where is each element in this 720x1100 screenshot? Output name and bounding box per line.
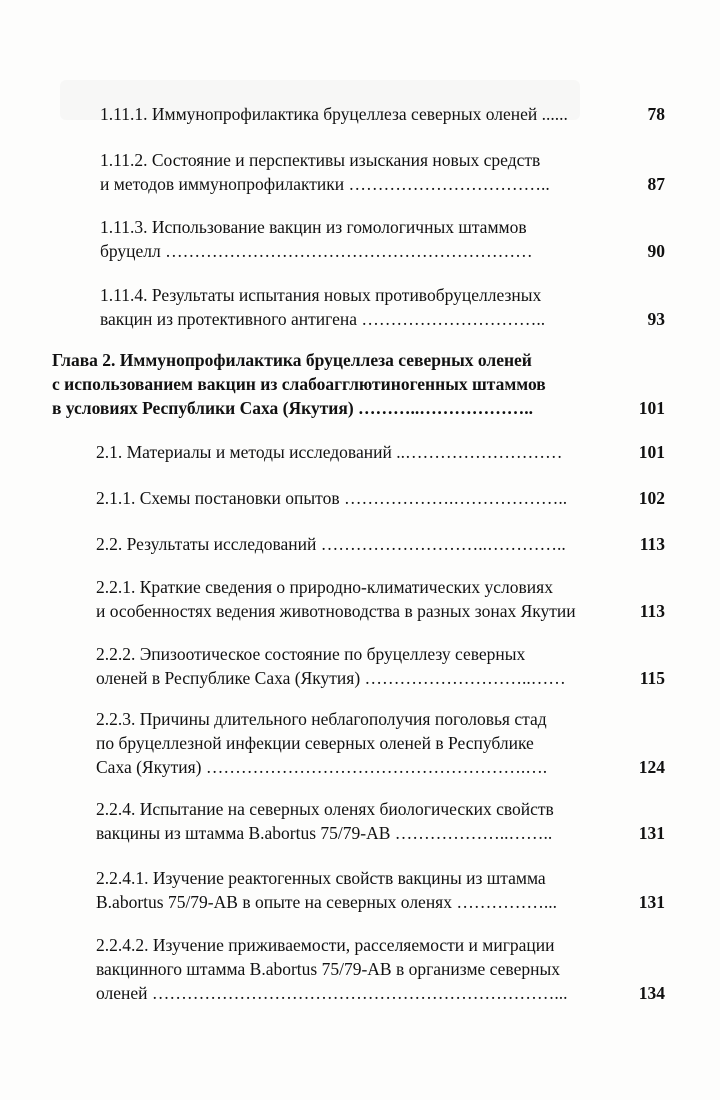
toc-entry-text: 2.1. Материалы и методы исследований ..……………………… [96, 442, 563, 462]
toc-entry-text: оленей в Республике Саха (Якутия) ………………………..…… [96, 668, 566, 688]
toc-page-number: 131 [638, 823, 665, 843]
toc-chapter-title: с использованием вакцин из слабоагглютиногенных штаммов [52, 374, 546, 394]
toc-entry-text: 2.2.4.1. Изучение реактогенных свойств вакцины из штамма [96, 868, 546, 888]
toc-page-number: 113 [639, 601, 665, 621]
toc-entry-text: по бруцеллезной инфекции северных оленей в Республике [96, 733, 534, 753]
toc-page-number: 78 [647, 104, 665, 124]
toc-page-number: 134 [638, 983, 665, 1003]
toc-page-number: 113 [639, 534, 665, 554]
toc-entry-text: вакцин из протективного антигена ………………………….. [100, 309, 546, 329]
toc-page-number: 90 [647, 241, 665, 261]
toc-entry-text: 2.2.2. Эпизоотическое состояние по бруцеллезу северных [96, 644, 526, 664]
toc-page-number: 124 [638, 757, 665, 777]
toc-page-number: 101 [638, 398, 665, 418]
toc-page-number: 93 [647, 309, 665, 329]
toc-chapter-title: Глава 2. Иммунопрофилактика бруцеллеза северных оленей [52, 350, 532, 370]
toc-entry-text: бруцелл ……………………………………………………… [100, 241, 533, 261]
toc-page-number: 87 [647, 174, 665, 194]
toc-entry-text: 2.2.4. Испытание на северных оленях биологических свойств [96, 799, 554, 819]
toc-entry-text: 2.2. Результаты исследований ………………………..………….. [96, 534, 566, 554]
toc-entry-1-11-1 [100, 102, 665, 126]
toc-entry-text: и особенностях ведения животноводства в разных зонах Якутии [96, 601, 576, 621]
toc-entry-text: 1.11.3. Использование вакцин из гомологичных штаммов [100, 217, 527, 237]
toc-chapter-title: в условиях Республики Саха (Якутия) ………..……………….. [52, 398, 534, 418]
toc-entry-2-2 [96, 532, 665, 556]
toc-entry-text: 1.11.1. Иммунопрофилактика бруцеллеза северных оленей ...... [100, 104, 568, 124]
toc-entry-1-11-3 [100, 215, 665, 263]
toc-entry-2-2-2 [96, 642, 665, 690]
toc-entry-text: и методов иммунопрофилактики …………………………….. [100, 174, 550, 194]
toc-entry-2-2-1 [96, 575, 665, 623]
toc-page-number: 115 [639, 668, 665, 688]
toc-entry-text: Саха (Якутия) ……………………………………………….…. [96, 757, 548, 777]
toc-entry-text: 1.11.2. Состояние и перспективы изыскания новых средств [100, 150, 541, 170]
toc-entry-2-2-4-2 [96, 933, 665, 1005]
toc-page-number: 102 [638, 488, 665, 508]
toc-entry-2-1-1 [96, 486, 665, 510]
toc-entry-text: оленей ……………………………………………………………... [96, 983, 568, 1003]
toc-entry-text: 2.2.4.2. Изучение приживаемости, расселяемости и миграции [96, 935, 555, 955]
toc-entry-1-11-4 [100, 283, 665, 331]
toc-entry-2-2-4 [96, 797, 665, 845]
toc-entry-text: вакцины из штамма B.abortus 75/79-AB ………………..…….. [96, 823, 553, 843]
toc-entry-text: B.abortus 75/79-AB в опыте на северных оленях ……………... [96, 892, 557, 912]
toc-entry-2-2-3 [96, 707, 665, 779]
toc-page-number: 101 [638, 442, 665, 462]
toc-entry-1-11-2 [100, 148, 665, 196]
toc-entry-text: 1.11.4. Результаты испытания новых противобруцеллезных [100, 285, 542, 305]
toc-entry-text: 2.2.1. Краткие сведения о природно-климатических условиях [96, 577, 553, 597]
toc-chapter-2 [52, 348, 665, 420]
toc-entry-text: вакцинного штамма B.abortus 75/79-AB в организме северных [96, 959, 560, 979]
toc-entry-text: 2.2.3. Причины длительного неблагополучия поголовья стад [96, 709, 547, 729]
toc-entry-text: 2.1.1. Схемы постановки опытов ……………….……………….. [96, 488, 568, 508]
toc-page-number: 131 [638, 892, 665, 912]
toc-entry-2-2-4-1 [96, 866, 665, 914]
toc-entry-2-1 [96, 440, 665, 464]
